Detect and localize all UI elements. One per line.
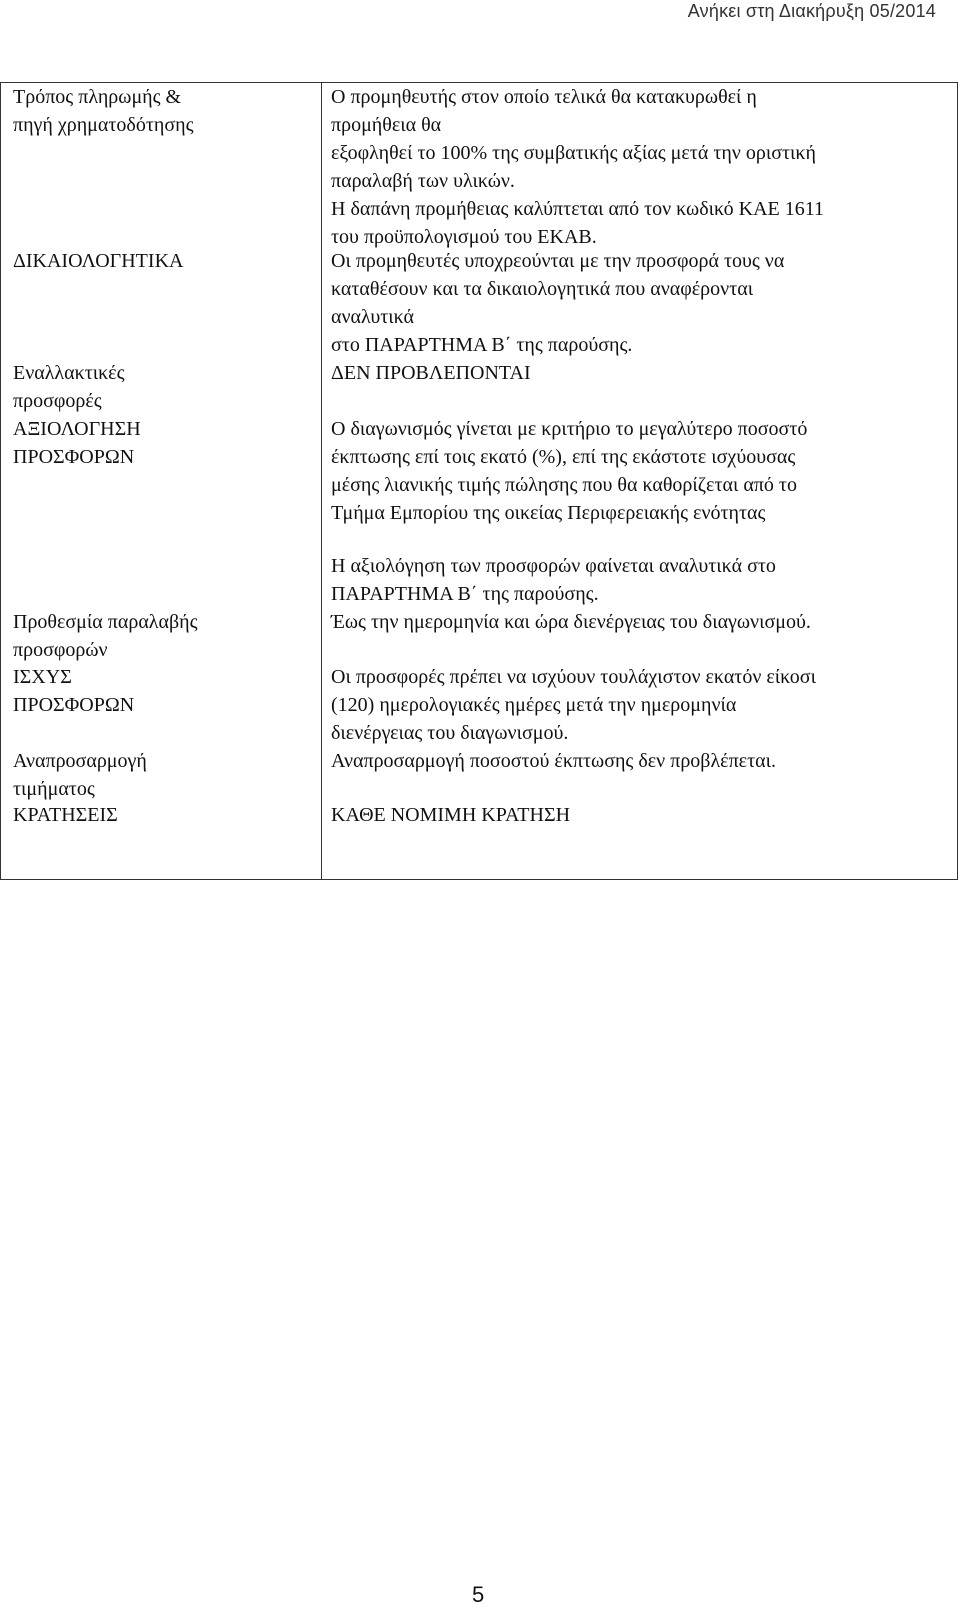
label-payment: Τρόπος πληρωμής & πηγή χρηματοδότησης bbox=[13, 86, 194, 136]
content-evaluation: Ο διαγωνισμός γίνεται με κριτήριο το μεγαλύτερο ποσοστό έκπτωσης επί τοις εκατό (%), επί της εκάστοτε ισχύουσας μέσης λιανικής τιμής πώλησης που θα καθορίζεται από το Τμήμα Εμπορίου της οικείας Περιφερειακής ενότητας bbox=[331, 418, 808, 524]
label-documents: ΔΙΚΑΙΟΛΟΓΗΤΙΚΑ bbox=[13, 250, 184, 272]
label-validity: ΙΣΧΥΣ ΠΡΟΣΦΟΡΩΝ bbox=[13, 666, 135, 716]
content-deadline: Έως την ημερομηνία και ώρα διενέργειας του διαγωνισμού. bbox=[331, 611, 811, 633]
content-documents: Οι προμηθευτές υποχρεούνται με την προσφορά τους να καταθέσουν και τα δικαιολογητικά που αναφέρονται αναλυτικά στο ΠΑΡΑΡΤΗΜΑ Β΄ της παρούσης. bbox=[331, 250, 785, 356]
terms-table bbox=[0, 82, 958, 880]
label-evaluation: ΑΞΙΟΛΟΓΗΣΗ ΠΡΟΣΦΟΡΩΝ bbox=[13, 418, 141, 468]
content-evaluation-note: Η αξιολόγηση των προσφορών φαίνεται αναλυτικά στο ΠΑΡΑΡΤΗΜΑ Β΄ της παρούσης. bbox=[331, 555, 776, 605]
content-deductions: ΚΑΘΕ ΝΟΜΙΜΗ ΚΡΑΤΗΣΗ bbox=[331, 804, 571, 826]
document-header: Ανήκει στη Διακήρυξη 05/2014 bbox=[687, 1, 936, 21]
label-price-adjustment: Αναπροσαρμογή τιμήματος bbox=[13, 750, 147, 800]
label-alternative-offers: Εναλλακτικές προσφορές bbox=[13, 362, 125, 412]
content-payment: Ο προμηθευτής στον οποίο τελικά θα κατακυρωθεί η προμήθεια θα εξοφληθεί το 100% της συμβατικής αξίας μετά την οριστική παραλαβή των υλικών. Η δαπάνη προμήθειας καλύπτεται από τον κωδικό ΚΑΕ 1611 του προϋπολογισμού του ΕΚΑΒ. bbox=[331, 86, 825, 248]
content-alternative-offers: ΔΕΝ ΠΡΟΒΛΕΠΟΝΤΑΙ bbox=[331, 362, 531, 384]
label-deadline: Προθεσμία παραλαβής προσφορών bbox=[13, 611, 198, 661]
page-number: 5 bbox=[472, 1582, 485, 1607]
label-deductions: ΚΡΑΤΗΣΕΙΣ bbox=[13, 804, 118, 826]
column-divider bbox=[321, 83, 322, 879]
content-price-adjustment: Αναπροσαρμογή ποσοστού έκπτωσης δεν προβλέπεται. bbox=[331, 750, 776, 772]
content-validity: Οι προσφορές πρέπει να ισχύουν τουλάχιστον εκατόν είκοσι (120) ημερολογιακές ημέρες μετά την ημερομηνία διενέργειας του διαγωνισμού. bbox=[331, 666, 816, 744]
